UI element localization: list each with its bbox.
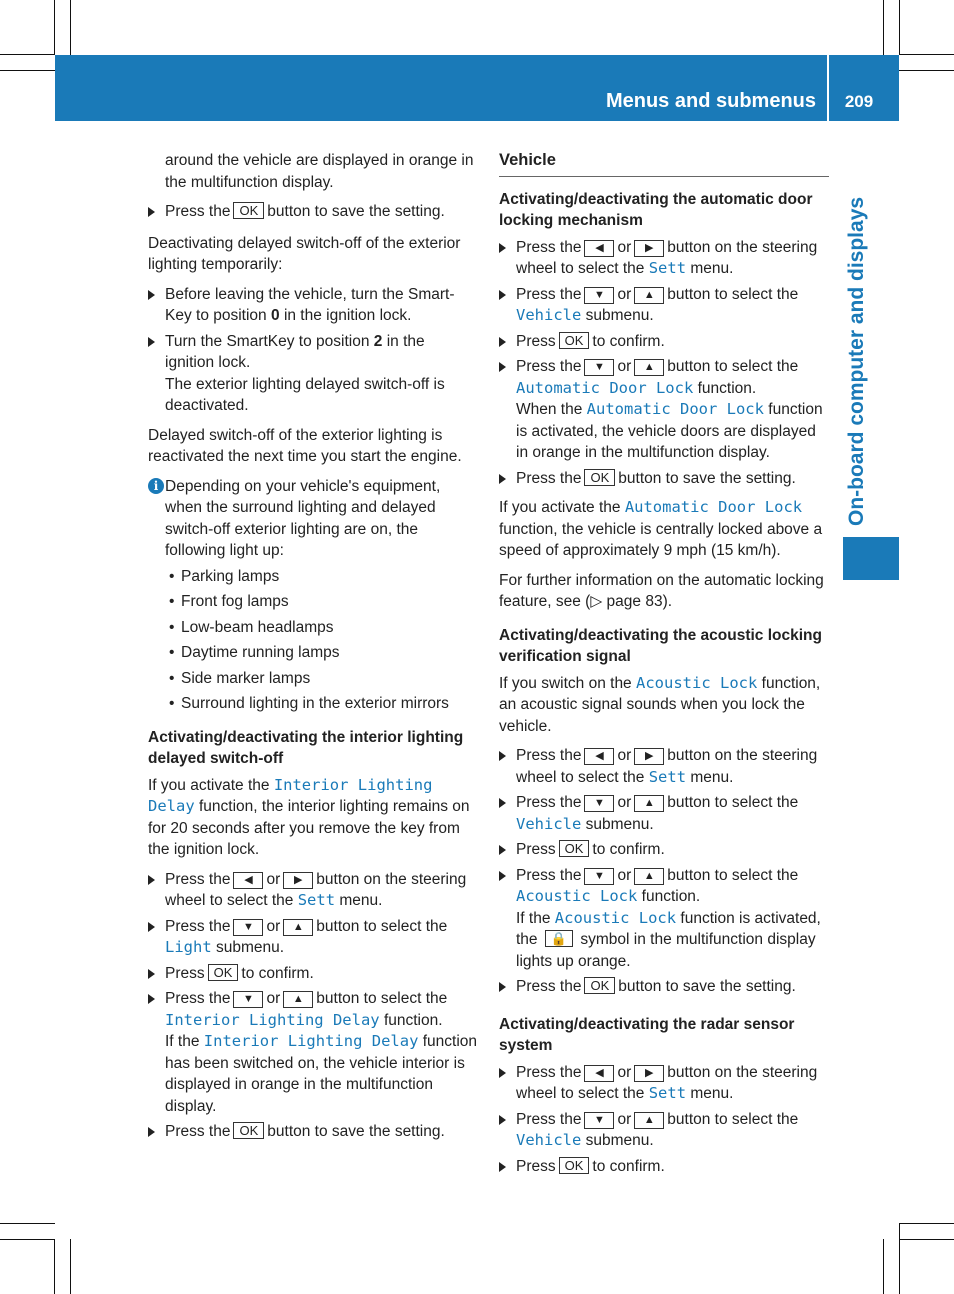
step	[148, 963, 478, 985]
down-arrow-key-icon: ▼	[233, 991, 263, 1008]
ok-key-icon: OK	[584, 977, 615, 994]
right-arrow-key-icon: ▶	[634, 1065, 664, 1082]
crop-mark	[899, 0, 900, 55]
step-text: Press the	[516, 747, 582, 764]
step	[499, 976, 829, 998]
text: function, the vehicle is centrally locked above a speed of approximately 9 mph (15 km/h).	[499, 520, 823, 559]
right-column	[499, 150, 829, 1181]
step-text: to confirm.	[592, 332, 665, 350]
step-arrow-icon	[499, 243, 506, 253]
step-text: Press the	[516, 866, 582, 884]
step-text: button on the steering wheel to select the	[516, 1063, 818, 1102]
step	[148, 1121, 478, 1143]
step-text: button to select the	[316, 990, 448, 1007]
step-text: submenu.	[585, 1132, 654, 1149]
list-item: • Front fog lamps	[165, 591, 478, 613]
step	[499, 792, 829, 835]
down-arrow-key-icon: ▼	[233, 919, 263, 936]
down-arrow-key-icon: ▼	[584, 795, 614, 812]
step-text: Turn the SmartKey to position	[165, 332, 370, 350]
crop-mark	[0, 1239, 55, 1240]
info-note	[148, 476, 478, 562]
step-text: Press the	[165, 870, 231, 888]
step-arrow-icon	[499, 751, 506, 761]
step-arrow-icon	[499, 337, 506, 347]
paragraph: For further information on the automatic locking feature, see (▷ page 83).	[499, 571, 824, 610]
position-value: 2	[373, 332, 383, 350]
step-text: button to select the	[667, 358, 799, 375]
step-text: button to select the	[667, 866, 799, 884]
section-heading: Activating/deactivating the radar sensor system	[499, 1015, 795, 1054]
step-text: button to select the	[667, 794, 799, 811]
step-text: or	[617, 1110, 632, 1128]
left-arrow-key-icon: ◀	[584, 240, 614, 257]
text: If you switch on the	[499, 674, 632, 692]
text: If you activate the	[148, 776, 270, 794]
ok-key-icon: OK	[584, 469, 615, 486]
display-term: Automatic Door Lock	[624, 498, 803, 516]
left-arrow-key-icon: ◀	[584, 748, 614, 765]
display-term: Vehicle	[516, 306, 582, 324]
step-arrow-icon	[148, 922, 155, 932]
crop-mark	[883, 1239, 884, 1294]
step-result	[165, 1031, 478, 1117]
display-term: Light	[165, 938, 212, 956]
step	[499, 1156, 829, 1178]
step-text: button to select the	[667, 285, 799, 303]
step-text: to confirm.	[241, 964, 314, 982]
ok-key-icon: OK	[233, 202, 264, 219]
step-text: Press the	[516, 794, 582, 811]
step-result: The exterior lighting delayed switch-off is deactivated.	[165, 375, 445, 414]
info-text: Depending on your vehicle's equipment, when the surround lighting and delayed switch-off exterior lighting are on, the following light up:	[165, 477, 441, 559]
step	[148, 284, 478, 327]
step-text: Press the	[165, 1123, 231, 1140]
text: If the	[516, 909, 551, 927]
step-arrow-icon	[148, 875, 155, 885]
step-text: or	[617, 285, 632, 303]
step-text: Press the	[165, 990, 231, 1007]
left-column	[148, 150, 478, 1147]
step-arrow-icon	[499, 1068, 506, 1078]
text: If the	[165, 1033, 200, 1050]
text: If you activate the	[499, 499, 621, 516]
step-text: in the ignition lock.	[283, 307, 412, 324]
list-item: • Daytime running lamps	[165, 642, 478, 664]
paragraph	[499, 497, 829, 562]
right-arrow-key-icon: ▶	[634, 240, 664, 257]
step-text: Press	[516, 841, 556, 858]
display-term: Interior Lighting Delay	[148, 775, 433, 815]
display-term: Vehicle	[516, 814, 582, 833]
left-arrow-key-icon: ◀	[584, 1065, 614, 1082]
ok-key-icon: OK	[559, 840, 590, 857]
step-text: button to save the setting.	[267, 1123, 445, 1140]
list-item: • Surround lighting in the exterior mirrors	[165, 693, 478, 715]
step-text: Press the	[165, 917, 231, 935]
light-list	[165, 566, 478, 715]
text: When the	[516, 401, 583, 418]
step-text: or	[617, 794, 632, 811]
left-arrow-key-icon: ◀	[233, 872, 263, 889]
step-text: function.	[697, 379, 757, 397]
step-text: function.	[641, 888, 701, 905]
step	[499, 1109, 829, 1152]
display-term: Acoustic Lock	[516, 887, 638, 905]
step	[148, 916, 478, 959]
right-arrow-key-icon: ▶	[634, 748, 664, 765]
step-text: or	[617, 866, 632, 884]
step-text: button to save the setting.	[618, 978, 796, 995]
crop-mark	[883, 0, 884, 55]
paragraph	[148, 775, 478, 861]
step-arrow-icon	[499, 474, 506, 484]
step-text: submenu.	[585, 815, 654, 833]
up-arrow-key-icon: ▲	[634, 287, 664, 304]
crop-mark	[0, 1223, 55, 1224]
display-term: Sett	[648, 1084, 687, 1102]
step-text: Press the	[516, 1110, 582, 1128]
section-heading: Activating/deactivating the acoustic locking verification signal	[499, 626, 822, 665]
intro-text: around the vehicle are displayed in orange in the multifunction display.	[165, 152, 474, 191]
text: function is activated, the vehicle doors are displayed in orange in the multifunction display.	[516, 401, 823, 461]
display-term: Acoustic Lock	[554, 908, 677, 927]
step-text: Press	[516, 1157, 556, 1175]
step-text: or	[266, 917, 281, 935]
step-text: submenu.	[585, 307, 654, 324]
crop-mark	[70, 0, 71, 55]
step	[148, 869, 478, 912]
step-text: Before leaving the vehicle, turn the Smart-Key to position	[165, 285, 455, 324]
up-arrow-key-icon: ▲	[634, 868, 664, 885]
chapter-tab-marker	[843, 537, 899, 580]
crop-mark	[899, 1239, 954, 1240]
info-icon: i	[148, 478, 164, 494]
list-item: • Side marker lamps	[165, 668, 478, 690]
crop-mark	[0, 70, 55, 71]
text: function has been switched on, the vehicle interior is displayed in orange in the multifunction display.	[165, 1033, 478, 1115]
ok-key-icon: OK	[233, 1122, 264, 1139]
crop-mark	[899, 70, 954, 71]
text: function is activated, the	[516, 909, 821, 948]
ok-key-icon: OK	[559, 1157, 590, 1174]
step-text: Press the	[516, 978, 582, 995]
step	[499, 865, 829, 973]
step-text: button on the steering wheel to select the	[516, 238, 818, 277]
step-text: button to save the setting.	[618, 469, 796, 487]
step-text: button to select the	[667, 1110, 799, 1128]
step-arrow-icon	[148, 1127, 155, 1137]
section-title: Vehicle	[499, 150, 829, 177]
display-term: Acoustic Lock	[636, 673, 758, 692]
step-text: Press the	[165, 203, 231, 220]
step-text: menu.	[690, 1085, 734, 1102]
step-text: or	[617, 747, 632, 764]
step	[499, 1062, 829, 1105]
display-term: Automatic Door Lock	[516, 378, 694, 397]
position-value: 0	[271, 307, 280, 324]
list-item: • Low-beam headlamps	[165, 617, 478, 639]
step-text: Press	[516, 332, 556, 350]
step-text: Press the	[516, 285, 582, 303]
step	[148, 331, 478, 417]
down-arrow-key-icon: ▼	[584, 287, 614, 304]
display-term: Sett	[648, 767, 687, 786]
display-term: Interior Lighting Delay	[165, 1010, 380, 1029]
display-term: Interior Lighting Delay	[203, 1032, 419, 1050]
up-arrow-key-icon: ▲	[634, 359, 664, 376]
step-text: menu.	[690, 260, 734, 277]
step-text: to confirm.	[592, 1157, 665, 1175]
crop-mark	[899, 1223, 900, 1294]
text: function, the interior lighting remains on for 20 seconds after you remove the key from the ignition lock.	[148, 798, 470, 858]
step-arrow-icon	[499, 1162, 506, 1172]
step-text: button to select the	[316, 917, 448, 935]
step-text: or	[617, 358, 632, 375]
up-arrow-key-icon: ▲	[283, 919, 313, 936]
step-arrow-icon	[499, 290, 506, 300]
section-heading: Activating/deactivating the interior lighting delayed switch-off	[148, 728, 464, 767]
step-arrow-icon	[499, 1115, 506, 1125]
step-arrow-icon	[499, 845, 506, 855]
step-text: or	[617, 1063, 632, 1081]
crop-mark	[0, 54, 55, 55]
step	[148, 988, 478, 1117]
step-arrow-icon	[499, 982, 506, 992]
step	[148, 201, 478, 223]
up-arrow-key-icon: ▲	[634, 1112, 664, 1129]
step-text: menu.	[339, 892, 383, 909]
step	[499, 284, 829, 327]
step-arrow-icon	[148, 994, 155, 1004]
paragraph: Deactivating delayed switch-off of the exterior lighting temporarily:	[148, 234, 461, 273]
step	[499, 839, 829, 861]
step-text: Press the	[516, 469, 582, 487]
step-arrow-icon	[499, 362, 506, 372]
step	[499, 356, 829, 464]
step	[499, 237, 829, 280]
step-arrow-icon	[148, 290, 155, 300]
crop-mark	[54, 1239, 55, 1294]
step	[499, 468, 829, 490]
step-text: Press the	[516, 238, 582, 256]
step-arrow-icon	[499, 871, 506, 881]
down-arrow-key-icon: ▼	[584, 359, 614, 376]
page-number: 209	[844, 92, 874, 111]
step-text: Press the	[516, 358, 582, 375]
step-text: or	[617, 238, 632, 256]
lock-icon: 🔒	[545, 930, 573, 947]
step-text: button on the steering wheel to select the	[516, 747, 818, 786]
step-text: to confirm.	[592, 841, 665, 858]
up-arrow-key-icon: ▲	[634, 795, 664, 812]
step-text: button on the steering wheel to select the	[165, 870, 467, 909]
step-arrow-icon	[148, 207, 155, 217]
step-text: Press the	[516, 1063, 582, 1081]
crop-mark	[899, 1223, 954, 1224]
step	[499, 331, 829, 353]
display-term: Automatic Door Lock	[586, 400, 764, 418]
paragraph: Delayed switch-off of the exterior lighting is reactivated the next time you start the engine.	[148, 426, 462, 465]
page-title: Menus and submenus	[605, 90, 816, 112]
step-text: function.	[383, 1011, 443, 1029]
header-divider	[827, 55, 829, 121]
step-arrow-icon	[148, 969, 155, 979]
section-heading: Activating/deactivating the automatic door locking mechanism	[499, 190, 813, 229]
down-arrow-key-icon: ▼	[584, 868, 614, 885]
step-result	[516, 908, 829, 973]
step-text: or	[266, 870, 281, 888]
step-text: or	[266, 990, 281, 1007]
paragraph	[499, 673, 829, 738]
step-result	[516, 399, 829, 464]
step-arrow-icon	[499, 798, 506, 808]
ok-key-icon: OK	[559, 332, 590, 349]
crop-mark	[54, 0, 55, 55]
display-term: Sett	[648, 259, 687, 277]
display-term: Sett	[297, 891, 336, 909]
step-text: Press	[165, 964, 205, 982]
down-arrow-key-icon: ▼	[584, 1112, 614, 1129]
step-text: in the ignition lock.	[165, 332, 425, 371]
step-arrow-icon	[148, 337, 155, 347]
up-arrow-key-icon: ▲	[283, 991, 313, 1008]
right-arrow-key-icon: ▶	[283, 872, 313, 889]
text: function, an acoustic signal sounds when you lock the vehicle.	[499, 674, 821, 735]
display-term: Vehicle	[516, 1131, 582, 1149]
step-text: button to save the setting.	[267, 203, 445, 220]
text: symbol in the multifunction display lights up orange.	[516, 931, 816, 970]
crop-mark	[899, 54, 954, 55]
crop-mark	[70, 1239, 71, 1294]
step-text: submenu.	[215, 939, 285, 956]
chapter-tab-label: On-board computer and displays	[845, 196, 868, 526]
step	[499, 745, 829, 788]
ok-key-icon: OK	[208, 964, 239, 981]
list-item: • Parking lamps	[165, 566, 478, 588]
step-text: menu.	[690, 768, 734, 786]
